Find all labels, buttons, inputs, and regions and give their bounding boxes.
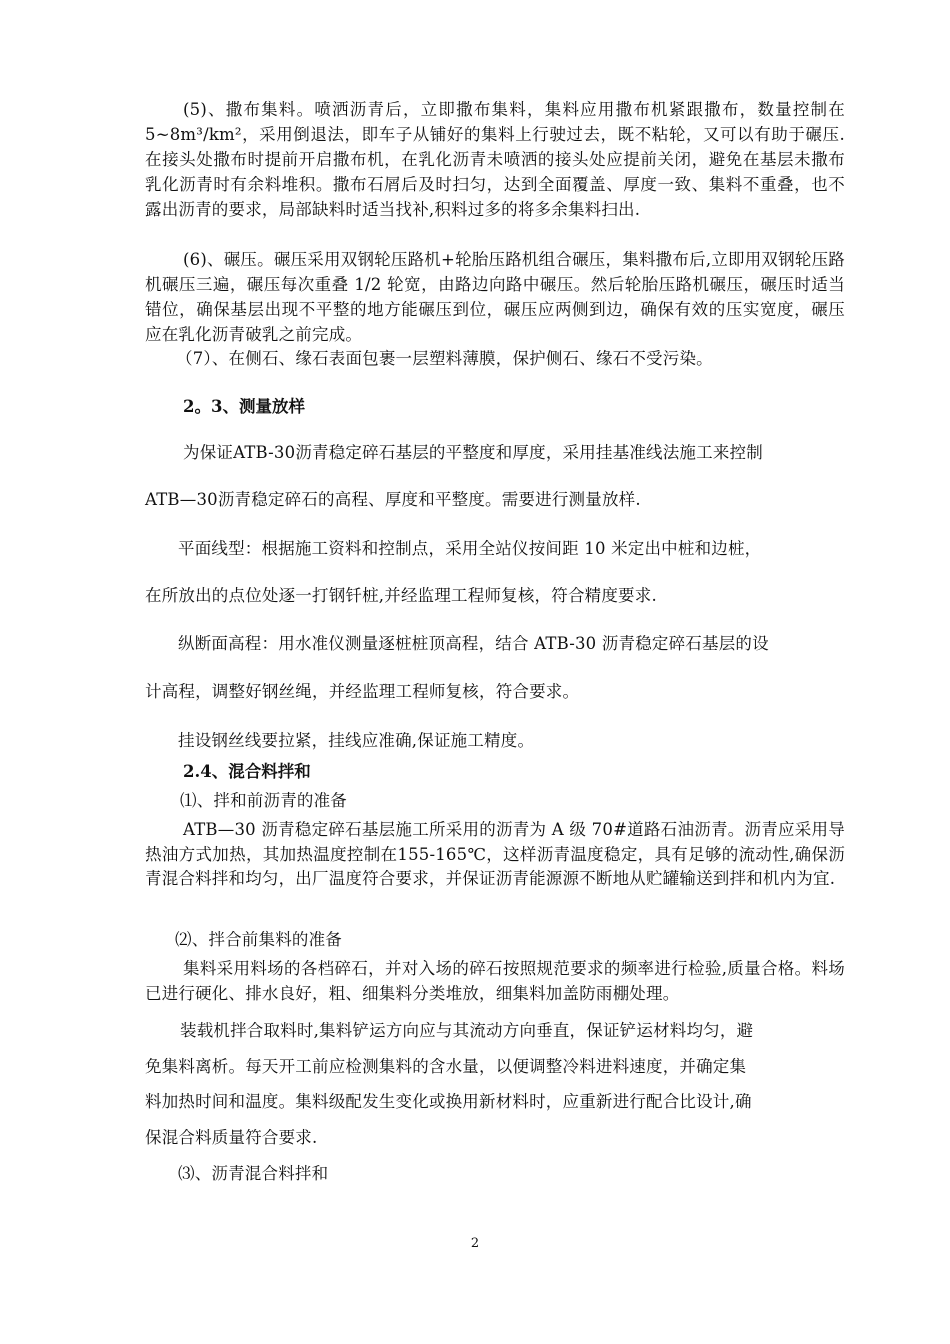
survey-line-2: ATB—30沥青稳定碎石的高程、厚度和平整度。需要进行测量放样. [145, 490, 641, 509]
paragraph-compaction: (6)、碾压。碾压采用双钢轮压路机+轮胎压路机组合碾压，集料撒布后,立即用双钢轮压路机碾压三遍，碾压每次重叠 1/2 轮宽，由路边向路中碾压。然后轮胎压路机碾压，碾压时适当错位，确保基层出现不平整的地方能碾压到位，碾压应两侧到边，确保有效的压实宽度，碾压应在乳化沥青破乳之前完成。 [145, 250, 845, 344]
survey-line-6: 计高程，调整好钢丝绳，并经监理工程师复核，符合要求。 [145, 682, 580, 701]
loader-line-2: 免集料离析。每天开工前应检测集料的含水量，以便调整冷料进料速度，并确定集 [145, 1057, 747, 1076]
survey-line-7: 挂设钢丝线要拉紧，挂线应准确,保证施工精度。 [178, 731, 535, 750]
paragraph-asphalt-preparation: ATB—30 沥青稳定碎石基层施工所采用的沥青为 A 级 70#道路石油沥青。沥青应采用导热油方式加热，其加热温度控制在155-165℃，这样沥青温度稳定，具有足够的流动性,确保沥青混合料拌和均匀，出厂温度符合要求，并保证沥青能源源不断地从贮罐输送到拌和机内为宜. [145, 820, 845, 888]
subheading-asphalt-preparation: ⑴、拌和前沥青的准备 [180, 791, 347, 810]
loader-line-4: 保混合料质量符合要求. [145, 1128, 318, 1147]
survey-line-4: 在所放出的点位处逐一打钢钎桩,并经监理工程师复核，符合精度要求. [145, 586, 657, 605]
section-heading-survey: 2。3、测量放样 [183, 397, 305, 416]
survey-line-5: 纵断面高程：用水准仪测量逐桩桩顶高程，结合 ATB-30 沥青稳定碎石基层的设 [178, 634, 769, 653]
subheading-aggregate-preparation: ⑵、拌合前集料的准备 [175, 930, 342, 949]
section-heading-mixing: 2.4、混合料拌和 [183, 762, 311, 781]
subheading-asphalt-mixing: ⑶、沥青混合料拌和 [178, 1164, 329, 1183]
paragraph-protect-curbs: （7）、在侧石、缘石表面包裹一层塑料薄膜，保护侧石、缘石不受污染。 [176, 349, 713, 368]
survey-line-3: 平面线型：根据施工资料和控制点，采用全站仪按间距 10 米定出中桩和边桩， [178, 539, 762, 558]
paragraph-aggregate-preparation: 集料采用料场的各档碎石，并对入场的碎石按照规范要求的频率进行检验,质量合格。料场已进行硬化、排水良好，粗、细集料分类堆放，细集料加盖防雨棚处理。 [145, 959, 845, 1003]
page-number: 2 [470, 1236, 480, 1251]
paragraph-spreading-aggregate: (5)、撒布集料。喷洒沥青后，立即撒布集料，集料应用撒布机紧跟撒布，数量控制在 5~8m³/km²，采用倒退法，即车子从铺好的集料上行驶过去，既不粘轮，又可以有助于碾压.在接头处撒布时提前开启撒布机，在乳化沥青未喷洒的接头处应提前关闭，避免在基层未撒布乳化沥青时有余料堆积。撒布石屑后及时扫匀，达到全面覆盖、厚度一致、集料不重叠，也不露出沥青的要求，局部缺料时适当找补,积料过多的将多余集料扫出. [145, 100, 845, 219]
loader-line-1: 装载机拌合取料时,集料铲运方向应与其流动方向垂直，保证铲运材料均匀，避 [180, 1021, 754, 1040]
loader-line-3: 料加热时间和温度。集料级配发生变化或换用新材料时，应重新进行配合比设计,确 [145, 1092, 752, 1111]
survey-line-1: 为保证ATB-30沥青稳定碎石基层的平整度和厚度，采用挂基准线法施工来控制 [183, 443, 763, 462]
